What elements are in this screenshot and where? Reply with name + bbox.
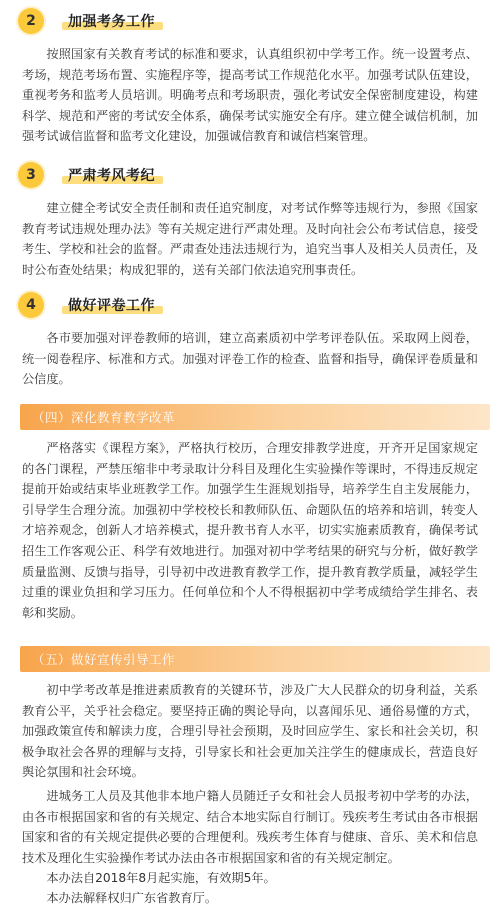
subsection-band-label: （五）做好宣传引导工作 [32,652,176,667]
interpretation-line: 本办法解释权归广东省教育厅。 [46,891,218,905]
section-number-badge: 4 [18,292,44,318]
section-number-badge: 2 [18,8,44,34]
subsection-band-label: （四）深化教育教学改革 [32,410,176,425]
subsection-body-5: 初中学考改革是推进素质教育的关键环节，涉及广大人民群众的切身利益，关系教育公平，关乎社会稳定。要坚持正确的舆论导向，以喜闻乐见、通俗易懂的方式，加强政策宣传和解读力度，合理引导社会预期，及时回应学生、家长和社会关切，积极争取社会各界的理解与支持，引导家长和社会更加关注学生的健康成长，营造良好舆论氛围和社会环境。 [22,683,478,780]
effective-date-line: 本办法自2018年8月起实施，有效期5年。 [46,871,276,885]
section-body-3: 建立健全考试安全责任制和责任追究制度，对考试作弊等违规行为，参照《国家教育考试违规处理办法》等有关规定进行严肃处理。及时向社会公布考试信息，接受考生、学校和社会的监督。严肃查处违法违规行为，追究当事人及相关人员责任，及时公布查处结果；构成犯罪的，送有关部门依法追究刑事责任。 [22,201,478,277]
section-title: 加强考务工作 [68,14,155,30]
section-title-wrap [68,11,155,31]
subsection-body-4: 严格落实《课程方案》，严格执行校历，合理安排教学进度，开齐开足国家规定的各门课程，严禁压缩非中考录取计分科目及理化生实验操作等课时，不得违反规定提前开始或结束毕业班教学工作。加强学生生涯规划指导，培养学生自主发展能力，引导学生合理分流。加强初中学校校长和教师队伍、命题队伍的培养和培训，转变人才培养观念，创新人才培养模式，提升教书育人水平，切实实施素质教育，确保考试招生工作客观公正、科学有效地进行。加强对初中学考结果的研究与分析，做好教学质量监测、反馈与指导，引导初中改进教育教学工作，提升教育教学质量，减轻学生过重的课业负担和学习压力。任何单位和个人不得根据初中学考成绩给学生排名、表彰和奖励。 [22,441,478,620]
closing-paragraph: 进城务工人员及其他非本地户籍人员随迁子女和社会人员报考初中学考的办法，由各市根据国家和省的有关规定、结合本地实际自行制订。残疾考生考试由各市根据国家和省的有关规定提供必要的合理便利。残疾考生体育与健康、音乐、美术和信息技术及理化生实验操作考试办法由各市根据国家和省的有关规定制定。 [22,789,478,865]
subsection-band-4 [20,404,490,430]
section-title-wrap [68,165,155,185]
section-body-2: 按照国家有关教育考试的标准和要求，认真组织初中学考工作。统一设置考点、考场，规范考场布置、实施程序等，提高考试工作规范化水平。加强考试队伍建设，重视考务和监考人员培训。明确考点和考场职责，强化考试安全保密制度建设，构建科学、规范和严密的考试安全体系，确保考试实施安全有序。建立健全诚信机制，加强考试诚信监督和监考文化建设，加强诚信教育和诚信档案管理。 [22,47,478,144]
section-header-4 [18,292,155,318]
section-title: 做好评卷工作 [68,298,155,314]
section-body-4: 各市要加强对评卷教师的培训，建立高素质初中学考评卷队伍。采取网上阅卷，统一阅卷程序、标准和方式。加强对评卷工作的检查、监督和指导，确保评卷质量和公信度。 [22,331,478,387]
subsection-band-5 [20,646,490,672]
section-title: 严肃考风考纪 [68,168,155,184]
section-title-wrap [68,295,155,315]
section-number-badge: 3 [18,162,44,188]
section-header-2 [18,8,155,34]
section-header-3 [18,162,155,188]
